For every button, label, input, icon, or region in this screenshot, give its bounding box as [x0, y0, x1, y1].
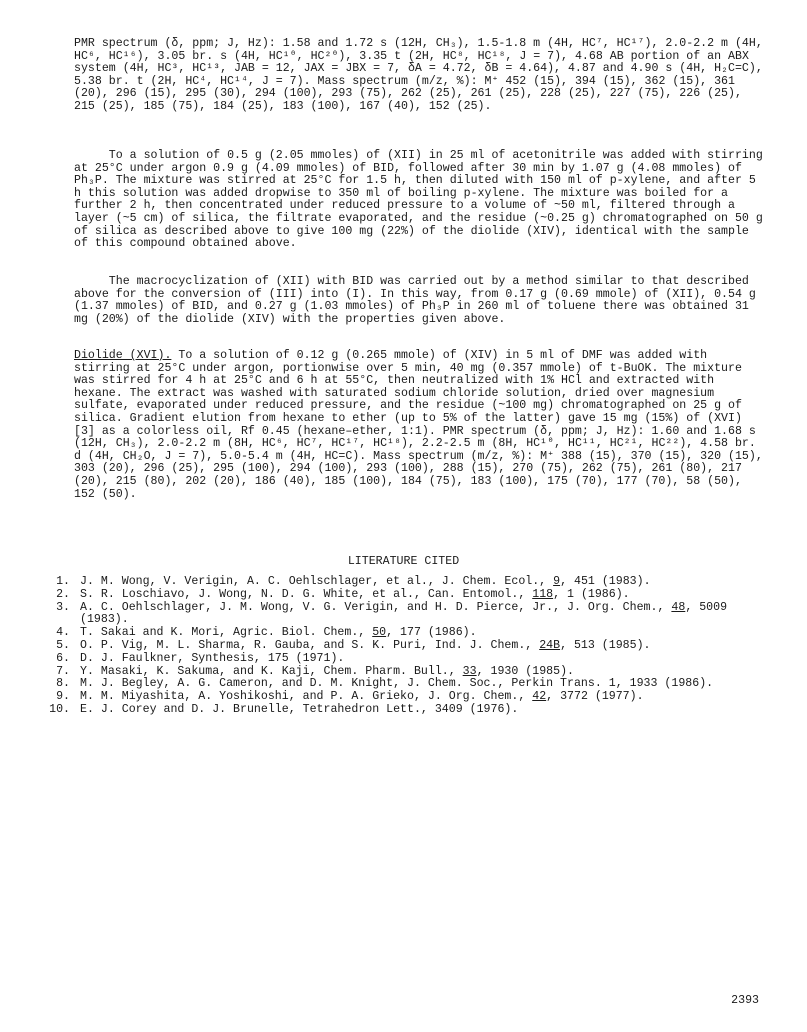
reference-text: D. J. Faulkner, Synthesis, 175 (1971). [80, 651, 345, 665]
reference-number: 8. [56, 677, 70, 691]
literature-cited-heading: LITERATURE CITED [347, 555, 460, 568]
reference-number: 3. [56, 600, 70, 614]
reference-number: 2. [56, 587, 70, 601]
procedure-paragraph-2: The macrocyclization of (XII) with BID was carried out by a method similar to that described above for the conversion of (III) into (I). In this way, from 0.17 g (0.69 mmole) of (XII), 0.54 g (1.37 mmoles) of BID, and 0.27 g (1.03 mmoles) of Ph₃P in 260 ml of toluene there was obtained 31 mg (20%) of the diolide (XIV) with the properties given above. [74, 275, 763, 326]
reference-text: M. M. Miyashita, A. Yoshikoshi, and P. A. Grieko, J. Org. Chem., 42, 3772 (1977). [80, 690, 644, 704]
reference-number: 9. [56, 690, 70, 704]
reference-text: E. J. Corey and D. J. Brunelle, Tetrahedron Lett., 3409 (1976). [80, 702, 519, 716]
reference-number: 6. [56, 651, 70, 665]
reference-number: 4. [56, 626, 70, 640]
reference-text: T. Sakai and K. Mori, Agric. Biol. Chem., 50, 177 (1986). [80, 626, 477, 640]
reference-list [48, 576, 768, 717]
page-number: 2393 [731, 994, 759, 1007]
reference-number: 5. [56, 638, 70, 652]
diolide-xvi-paragraph [74, 349, 770, 501]
reference-volume: 50 [372, 626, 387, 640]
procedure-paragraph-1: To a solution of 0.5 g (2.05 mmoles) of (XII) in 25 ml of acetonitrile was added with stirring at 25°C under argon 0.9 g (4.09 mmoles) of BID, followed after 30 min by 1.07 g (4.08 mmoles) of Ph₃P. The mixture was stirred at 25°C for 1.5 h, then diluted with 150 ml of p-xylene, and after 5 h this solution was added dropwise to 350 ml of boiling p-xylene. The mixture was boiled for a further 2 h, then concentrated under reduced pressure to a volume of ~50 ml, filtered through a layer (~5 cm) of silica, the filtrate evaporated, and the residue (~0.25 g) chromatographed on 50 g of silica as described above to give 100 mg (22%) of the diolide (XIV), identical with the sample of this compound obtained above. [74, 149, 770, 251]
diolide-xvi-heading: Diolide (XVI). [74, 349, 172, 362]
reference-text: A. C. Oehlschlager, J. M. Wong, V. G. Verigin, and H. D. Pierce, Jr., J. Org. Chem., 48, 5009 (1983). [80, 600, 735, 627]
reference-item [48, 704, 768, 717]
reference-text: J. M. Wong, V. Verigin, A. C. Oehlschlager, et al., J. Chem. Ecol., 9, 451 (1983). [80, 575, 651, 588]
reference-text: Y. Masaki, K. Sakuma, and K. Kaji, Chem. Pharm. Bull., 33, 1930 (1985). [80, 664, 574, 678]
reference-volume: 33 [462, 664, 477, 678]
reference-volume: 9 [553, 575, 561, 588]
reference-text: M. J. Begley, A. G. Cameron, and D. M. Knight, J. Chem. Soc., Perkin Trans. 1, 1933 (1986). [80, 677, 714, 691]
reference-volume: 42 [532, 690, 547, 704]
reference-volume: 48 [671, 600, 686, 614]
reference-number: 7. [56, 664, 70, 678]
reference-number: 10. [49, 702, 70, 716]
reference-number: 1. [56, 575, 70, 588]
reference-item [48, 602, 768, 628]
pmr-spectrum-paragraph: PMR spectrum (δ, ppm; J, Hz): 1.58 and 1.72 s (12H, CH₃), 1.5-1.8 m (4H, HC⁷, HC¹⁷), 2.0-2.2 m (4H, HC⁶, HC¹⁶), 3.05 br. s (4H, HC¹⁰, HC²⁰), 3.35 t (2H, HC⁸, HC¹⁸, J = 7), 4.68 AB portion of an ABX system (4H, HC³, HC¹³, JAB = 12, JAX = JBX = 7, δA = 4.72, δB = 4.64), 4.87 and 4.90 s (4H, H₂C=C), 5.38 br. t (2H, HC⁴, HC¹⁴, J = 7). Mass spectrum (m/z, %): M⁺ 452 (15), 394 (15), 362 (15), 361 (20), 296 (15), 295 (30), 294 (100), 293 (75), 262 (25), 261 (25), 228 (25), 227 (75), 226 (25), 215 (25), 185 (75), 184 (25), 183 (100), 167 (40), 152 (25). [74, 37, 770, 113]
diolide-xvi-body: To a solution of 0.12 g (0.265 mmole) of (XIV) in 5 ml of DMF was added with stirring at 25°C under argon, portionwise over 5 min, 40 mg (0.357 mmole) of t-BuOK. The mixture was stirred for 4 h at 25°C and 6 h at 55°C, then neutralized with 1% HCl and extracted with hexane. The extract was washed with saturated sodium chloride solution, dried over magnesium sulfate, evaporated under reduced pressure, and the residue (~100 mg) chromatographed on 25 g of silica. Gradient elution from hexane to ether (up to 5% of the latter) gave 15 mg (15%) of (XVI) [3] as a colorless oil, Rf 0.45 (hexane–ether, 1:1). PMR spectrum (δ, ppm; J, Hz): 1.60 and 1.68 s (12H, CH₃), 2.0-2.2 m (8H, HC⁶, HC⁷, HC¹⁷, HC¹⁸), 2.2-2.5 m (8H, HC¹⁰, HC¹¹, HC²¹, HC²²), 4.58 br. d (4H, CH₂O, J = 7), 5.0-5.4 m (4H, HC=C). Mass spectrum (m/z, %): M⁺ 388 (15), 370 (15), 320 (15), 303 (20), 296 (25), 295 (100), 294 (100), 293 (100), 288 (15), 270 (75), 262 (75), 261 (80), 217 (20), 215 (80), 202 (20), 186 (40), 185 (100), 184 (75), 183 (100), 175 (70), 177 (70), 58 (50), 152 (50). [74, 349, 770, 501]
reference-volume: 118 [532, 587, 554, 601]
reference-text: O. P. Vig, M. L. Sharma, R. Gauba, and S. K. Puri, Ind. J. Chem., 24B, 513 (1985). [80, 638, 651, 652]
reference-text: S. R. Loschiavo, J. Wong, N. D. G. White, et al., Can. Entomol., 118, 1 (1986). [80, 587, 630, 601]
reference-volume: 24B [539, 638, 561, 652]
